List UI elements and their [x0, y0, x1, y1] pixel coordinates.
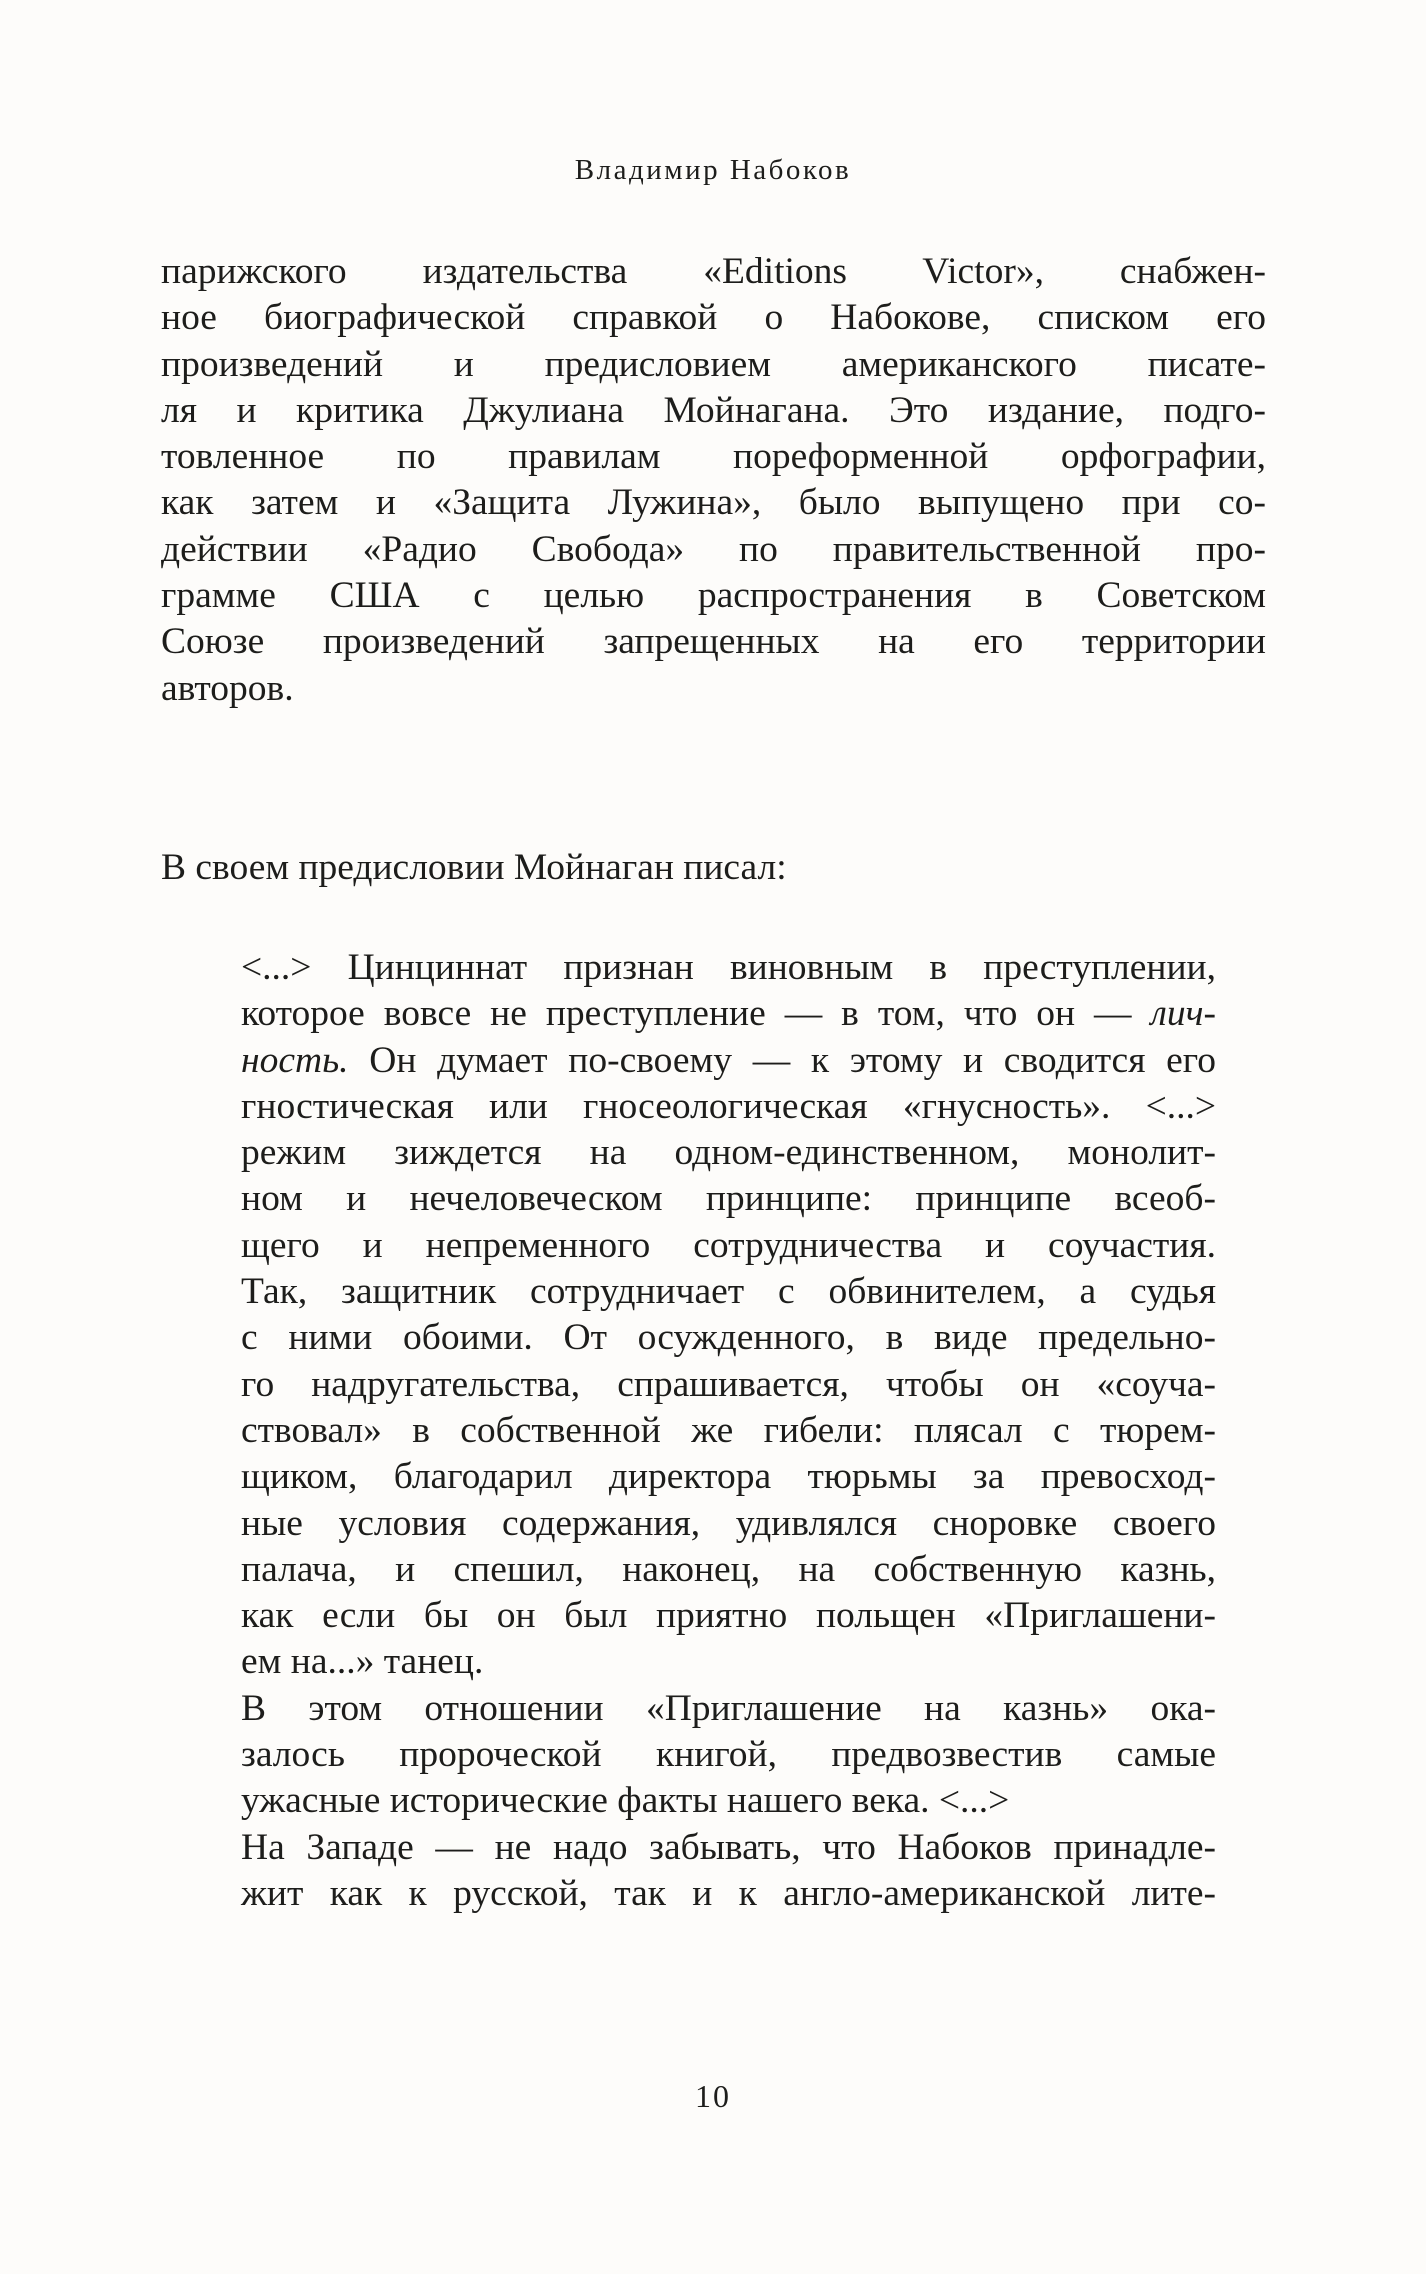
- text-line: действии «Радио Свобода» по правительственной про-: [161, 528, 1266, 570]
- italic-word: лич-: [1150, 993, 1217, 1035]
- quote-line: как если бы он был приятно польщен «Приглашени-: [241, 1595, 1216, 1637]
- quote-lead-in: [161, 845, 1266, 891]
- quote-line: ем на...» танец.: [241, 1641, 484, 1683]
- quote-line: с ними обоими. От осужденного, в виде предельно-: [241, 1317, 1216, 1359]
- text-line-last: авторов.: [161, 667, 294, 709]
- text-line: Союзе произведений запрещенных на его территории: [161, 621, 1266, 663]
- text-line: как затем и «Защита Лужина», было выпущено при со-: [161, 482, 1266, 524]
- running-head: Владимир Набоков: [574, 154, 852, 186]
- quote-line: щего и непременного сотрудничества и соучастия.: [241, 1224, 1216, 1266]
- quote-line: ужасные исторические факты нашего века. <...>: [241, 1780, 1010, 1822]
- text-line: грамме США с целью распространения в Советском: [161, 575, 1266, 617]
- quote-text: Он думает по-своему — к этому и сводится его: [369, 1039, 1216, 1081]
- quote-line: На Западе — не надо забывать, что Набоков принадле-: [241, 1826, 1216, 1868]
- text-line: товленное по правилам пореформенной орфографии,: [161, 436, 1266, 478]
- quote-line: Так, защитник сотрудничает с обвинителем, а судья: [241, 1271, 1216, 1313]
- quote-text: которое вовсе не преступление — в том, что он —: [241, 993, 1132, 1035]
- quote-line: го надругательства, спрашивается, чтобы он «соуча-: [241, 1363, 1216, 1405]
- block-quote: [241, 945, 1216, 1917]
- quote-line: гностическая или гносеологическая «гнусность». <...>: [241, 1085, 1216, 1127]
- quote-line: режим зиждется на одном-единственном, монолит-: [241, 1132, 1216, 1174]
- quote-line: ном и нечеловеческом принципе: принципе всеоб-: [241, 1178, 1216, 1220]
- body-paragraph: [161, 249, 1266, 712]
- quote-line: <...> Цинциннат признан виновным в преступлении,: [241, 947, 1216, 988]
- quote-line: [241, 991, 1216, 1037]
- quote-line: залось пророческой книгой, предвозвестив самые: [241, 1734, 1216, 1776]
- text-line: произведений и предисловием американского писате-: [161, 343, 1266, 385]
- text-line: ля и критика Джулиана Мойнагана. Это издание, подго-: [161, 389, 1266, 431]
- quote-line: палача, и спешил, наконец, на собственную казнь,: [241, 1548, 1216, 1590]
- quote-line: жит как к русской, так и к англо-американской лите-: [241, 1872, 1216, 1914]
- quote-line: В этом отношении «Приглашение на казнь» ока-: [241, 1687, 1216, 1729]
- text-line: ное биографической справкой о Набокове, списком его: [161, 297, 1266, 339]
- quote-line: ные условия содержания, удивлялся сноровке своего: [241, 1502, 1216, 1544]
- quote-line: щиком, благодарил директора тюрьмы за превосход-: [241, 1456, 1216, 1498]
- page-number: 10: [695, 2078, 731, 2114]
- quote-line: ствовал» в собственной же гибели: плясал с тюрем-: [241, 1409, 1216, 1451]
- text-line: парижского издательства «Editions Victor», снабжен-: [161, 251, 1266, 292]
- text-line: В своем предисловии Мойнаган писал:: [161, 847, 787, 888]
- quote-line: [241, 1038, 1216, 1084]
- italic-word: ность.: [241, 1039, 349, 1081]
